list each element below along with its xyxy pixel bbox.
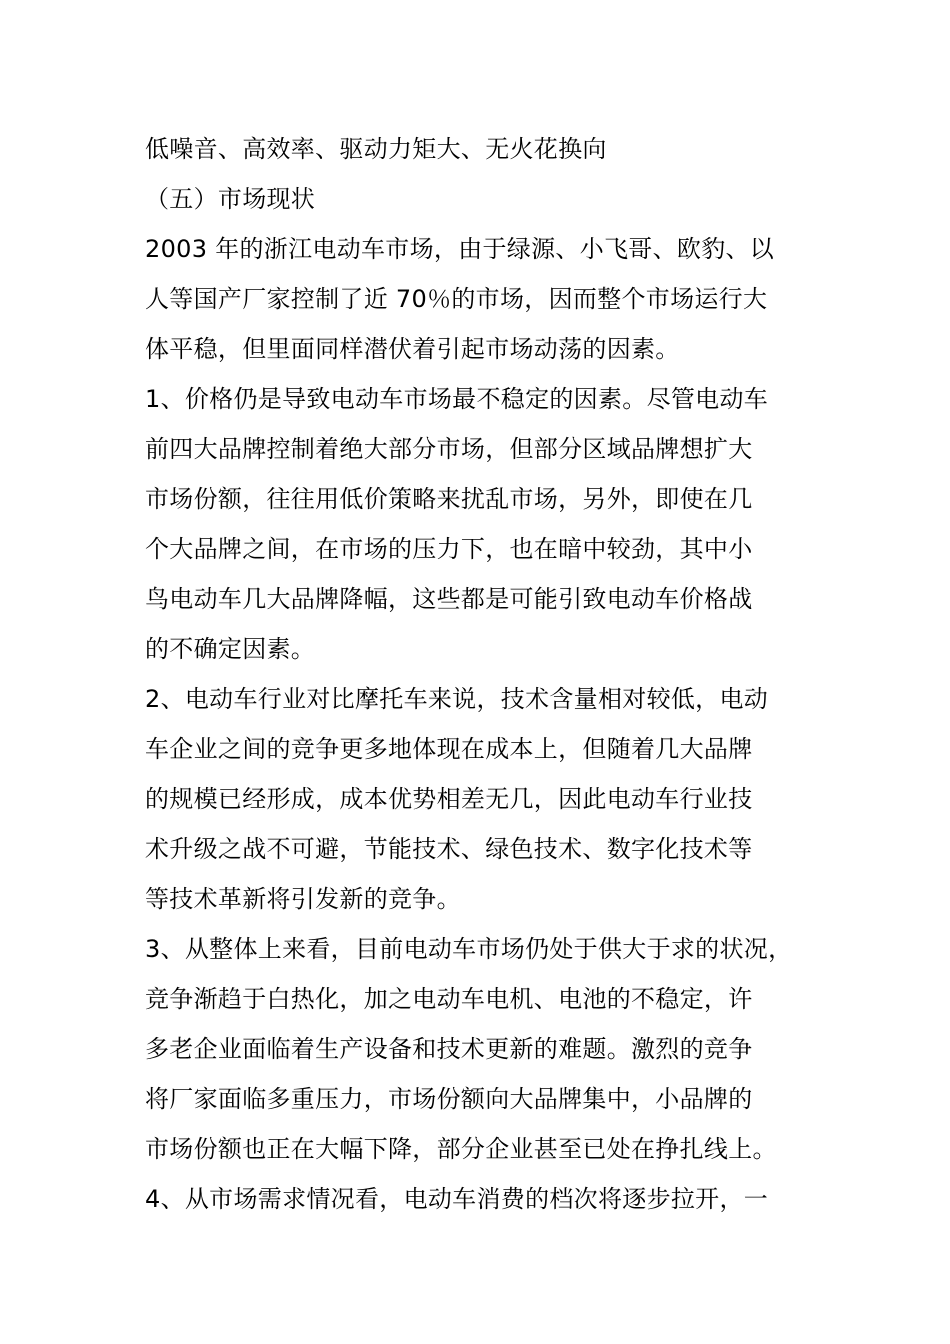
text-line: 个大品牌之间，在市场的压力下，也在暗中较劲，其中小 bbox=[145, 535, 753, 563]
text-line: 2、电动车行业对比摩托车来说，技术含量相对较低，电动 bbox=[145, 685, 769, 713]
text-line: 车企业之间的竞争更多地体现在成本上，但随着几大品牌 bbox=[145, 735, 753, 763]
text-line: 1、价格仍是导致电动车市场最不稳定的因素。尽管电动车 bbox=[145, 385, 769, 413]
text-line: 2003 年的浙江电动车市场，由于绿源、小飞哥、欧豹、以 bbox=[145, 235, 775, 263]
text-line: 市场份额，往往用低价策略来扰乱市场，另外，即使在几 bbox=[145, 485, 753, 513]
text-line: 人等国产厂家控制了近 70％的市场，因而整个市场运行大 bbox=[145, 285, 768, 313]
text-line: 将厂家面临多重压力，市场份额向大品牌集中，小品牌的 bbox=[145, 1085, 753, 1113]
text-line: 术升级之战不可避，节能技术、绿色技术、数字化技术等 bbox=[145, 835, 753, 863]
text-line: 竞争渐趋于白热化，加之电动车电机、电池的不稳定，许 bbox=[145, 985, 753, 1013]
text-line: 4、从市场需求情况看，电动车消费的档次将逐步拉开，一 bbox=[145, 1185, 769, 1213]
text-line: 前四大品牌控制着绝大部分市场，但部分区域品牌想扩大 bbox=[145, 435, 753, 463]
text-line: 鸟电动车几大品牌降幅，这些都是可能引致电动车价格战 bbox=[145, 585, 753, 613]
text-line: 低噪音、高效率、驱动力矩大、无火花换向 bbox=[145, 135, 607, 163]
text-line: 3、从整体上来看，目前电动车市场仍处于供大于求的状况， bbox=[145, 935, 793, 963]
text-line: 市场份额也正在大幅下降，部分企业甚至已处在挣扎线上。 bbox=[145, 1135, 777, 1163]
section-heading: （五）市场现状 bbox=[145, 185, 316, 213]
text-line: 的不确定因素。 bbox=[145, 635, 316, 663]
text-line: 的规模已经形成，成本优势相差无几，因此电动车行业技 bbox=[145, 785, 753, 813]
text-line: 多老企业面临着生产设备和技术更新的难题。激烈的竞争 bbox=[145, 1035, 753, 1063]
text-line: 等技术革新将引发新的竞争。 bbox=[145, 885, 461, 913]
text-line: 体平稳，但里面同样潜伏着引起市场动荡的因素。 bbox=[145, 335, 680, 363]
